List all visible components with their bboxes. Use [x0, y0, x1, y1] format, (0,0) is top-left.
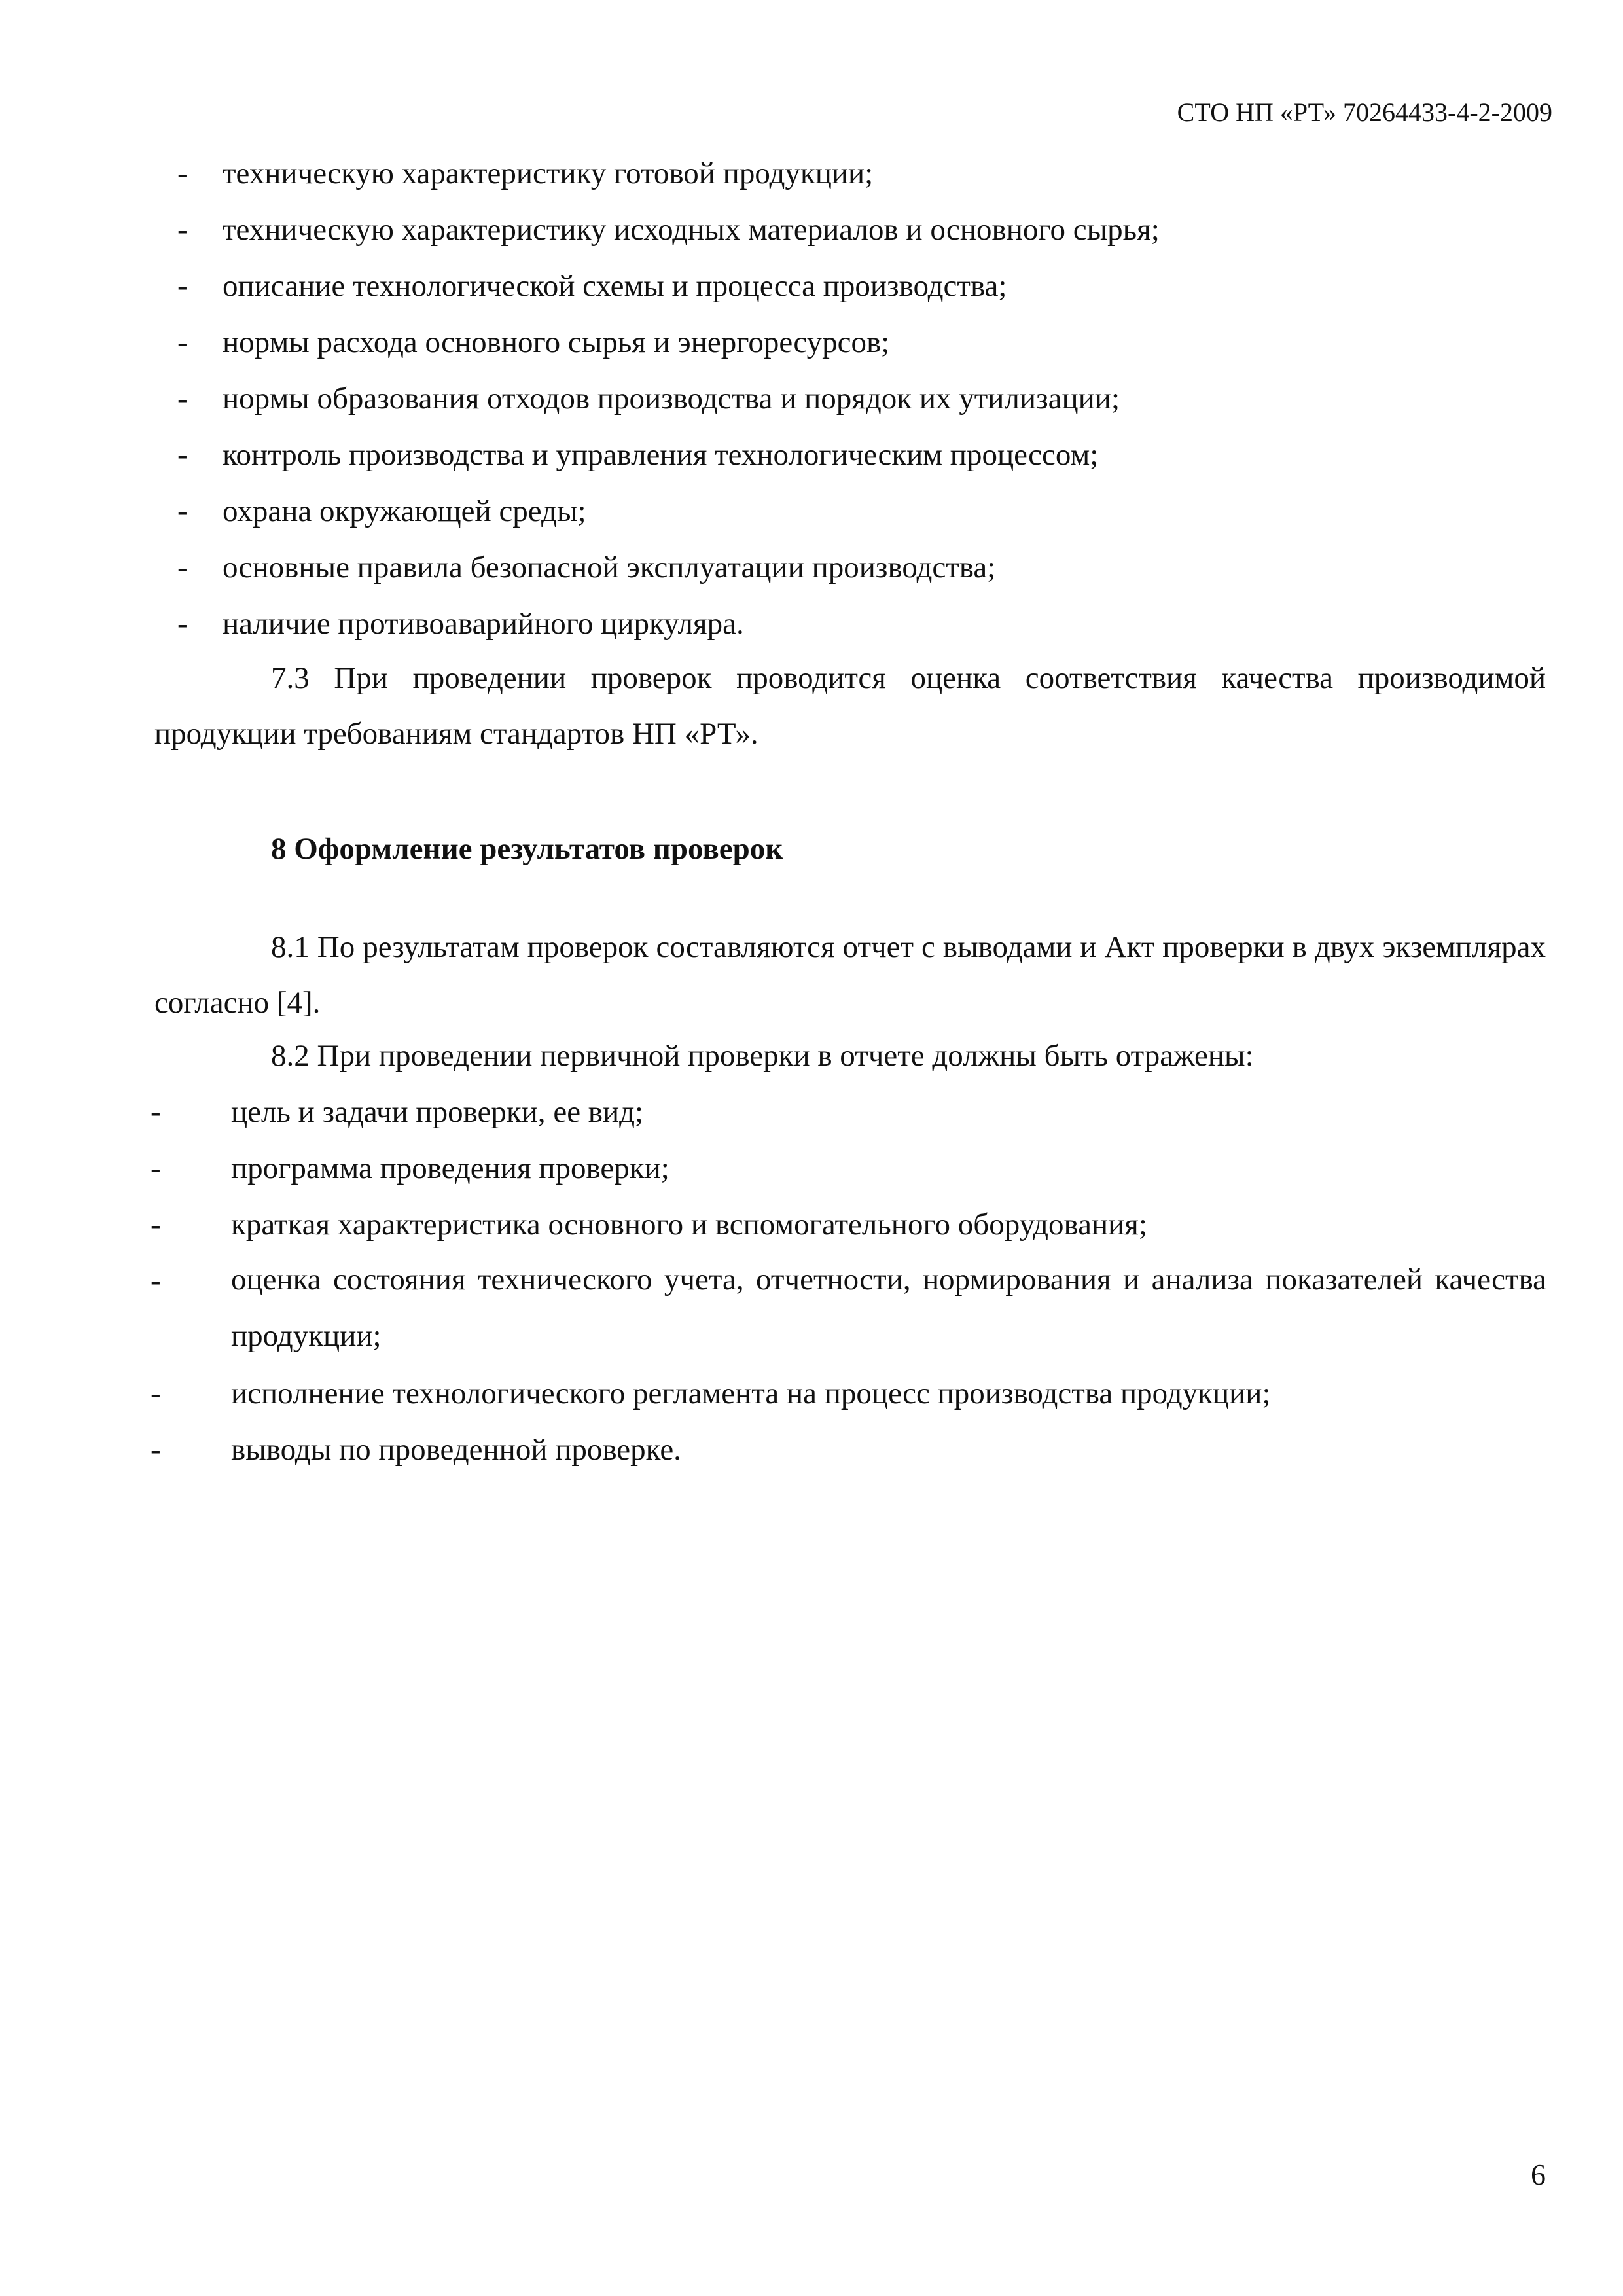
list-bullet: - [151, 1151, 161, 1185]
list-bullet: - [177, 438, 188, 472]
list-item-text: оценка состояния технического учета, отчетности, нормирования и анализа показателей качества продукции; [231, 1263, 1546, 1353]
list-item-text: нормы образования отходов производства и порядок их утилизации; [223, 382, 1120, 416]
paragraph-8-2: 8.2 При проведении первичной проверки в отчете должны быть отражены: [271, 1039, 1254, 1073]
list-item-text: выводы по проведенной проверке. [231, 1433, 681, 1467]
list-item-text: техническую характеристику исходных материалов и основного сырья; [223, 213, 1160, 247]
paragraph-7-3: 7.3 При проведении проверок проводится оценка соответствия качества производимой продукции требованиям стандартов НП «РТ». [154, 661, 1546, 751]
list-bullet: - [177, 607, 188, 641]
list-bullet: - [177, 156, 188, 190]
page-number: 6 [1531, 2158, 1546, 2191]
list-item-text: краткая характеристика основного и вспомогательного оборудования; [231, 1208, 1147, 1242]
list-item-text: техническую характеристику готовой продукции; [223, 156, 874, 190]
list-bullet: - [177, 213, 188, 247]
list-bullet: - [177, 325, 188, 359]
list-item-text: контроль производства и управления технологическим процессом; [223, 438, 1099, 472]
list-item-text: нормы расхода основного сырья и энергоресурсов; [223, 325, 890, 359]
list-bullet: - [177, 382, 188, 416]
list-item-text: описание технологической схемы и процесса производства; [223, 269, 1007, 303]
list-bullet: - [177, 269, 188, 303]
section-heading: 8 Оформление результатов проверок [271, 832, 783, 866]
list-item-text: исполнение технологического регламента на процесс производства продукции; [231, 1376, 1271, 1410]
list-bullet: - [177, 494, 188, 528]
list-bullet: - [151, 1095, 161, 1129]
list-item-text: наличие противоаварийного циркуляра. [223, 607, 744, 641]
document-code-header: СТО НП «РТ» 70264433-4-2-2009 [1177, 98, 1552, 127]
list-bullet: - [177, 550, 188, 584]
list-item-text: охрана окружающей среды; [223, 494, 586, 528]
list-bullet: - [151, 1264, 161, 1298]
list-item-text: основные правила безопасной эксплуатации производства; [223, 550, 996, 584]
list-item-text: программа проведения проверки; [231, 1151, 669, 1185]
paragraph-8-1: 8.1 По результатам проверок составляются отчет с выводами и Акт проверки в двух экземплярах согласно [4]. [154, 930, 1546, 1020]
list-bullet: - [151, 1208, 161, 1242]
list-bullet: - [151, 1376, 161, 1410]
list-item-text: цель и задачи проверки, ее вид; [231, 1095, 644, 1129]
list-bullet: - [151, 1433, 161, 1467]
